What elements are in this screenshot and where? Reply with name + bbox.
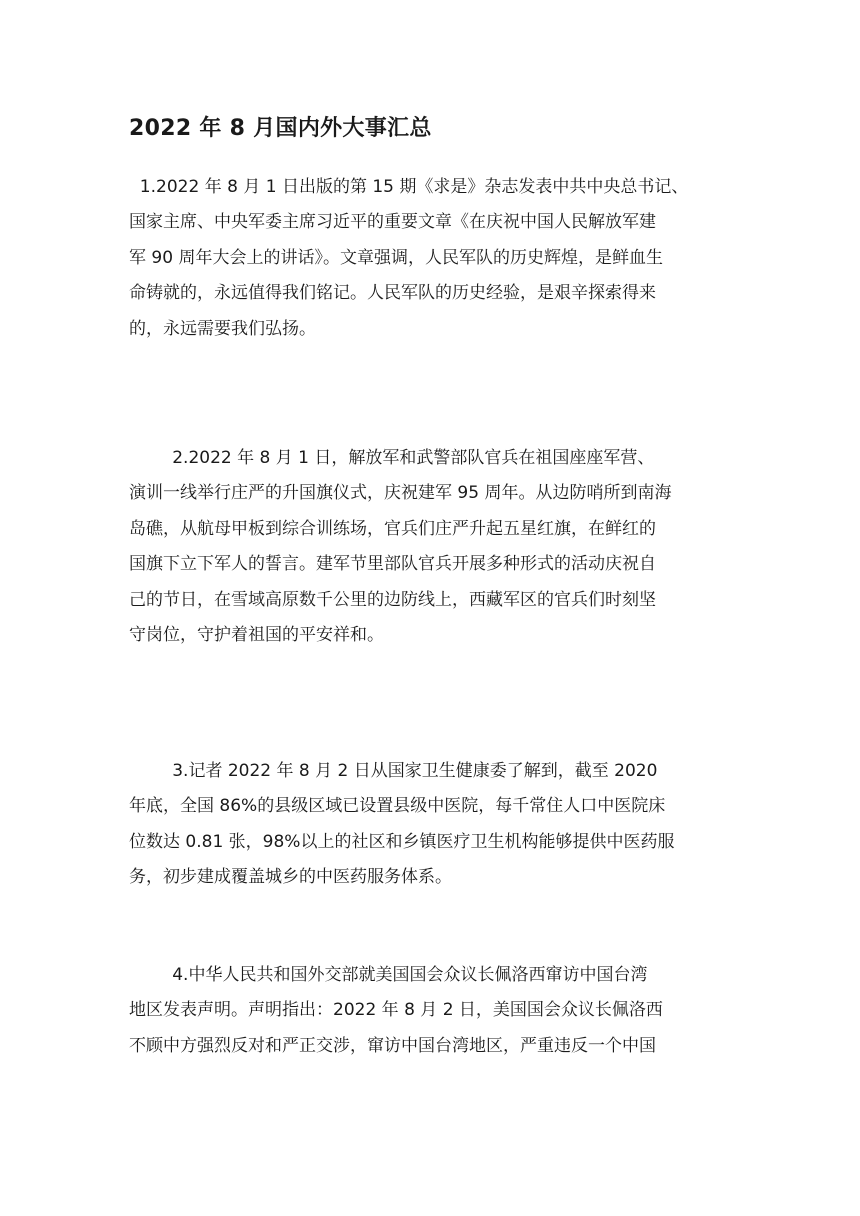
paragraph-line: 国旗下立下军人的誓言。建军节里部队官兵开展多种形式的活动庆祝自 (129, 554, 656, 575)
paragraph-line: 2.2022 年 8 月 1 日，解放军和武警部队官兵在祖国座座军营、 (129, 448, 655, 468)
paragraph-line: 地区发表声明。声明指出：2022 年 8 月 2 日，美国国会众议长佩洛西 (129, 1000, 663, 1021)
paragraph-line: 岛礁，从航母甲板到综合训练场，官兵们庄严升起五星红旗，在鲜红的 (129, 518, 656, 539)
paragraph-line: 不顾中方强烈反对和严正交涉，窜访中国台湾地区，严重违反一个中国 (129, 1035, 656, 1056)
paragraph-line: 位数达 0.81 张，98%以上的社区和乡镇医疗卫生机构能够提供中医药服 (129, 831, 675, 852)
paragraph-line: 国家主席、中央军委主席习近平的重要文章《在庆祝中国人民解放军建 (129, 212, 656, 233)
paragraph-3 (129, 754, 741, 896)
paragraph-line: 1.2022 年 8 月 1 日出版的第 15 期《求是》杂志发表中共中央总书记、 (129, 177, 689, 197)
paragraph-line: 务，初步建成覆盖城乡的中医药服务体系。 (129, 867, 452, 888)
document-title: 2022 年 8 月国内外大事汇总 (129, 116, 432, 141)
paragraph-line: 3.记者 2022 年 8 月 2 日从国家卫生健康委了解到，截至 2020 (129, 761, 658, 781)
paragraph-2 (129, 441, 741, 653)
paragraph-4 (129, 958, 741, 1064)
paragraph-1 (129, 170, 741, 347)
paragraph-line: 演训一线举行庄严的升国旗仪式，庆祝建军 95 周年。从边防哨所到南海 (129, 483, 672, 504)
paragraph-line: 4.中华人民共和国外交部就美国国会众议长佩洛西窜访中国台湾 (129, 965, 648, 985)
paragraph-line: 年底，全国 86%的县级区域已设置县级中医院，每千常住人口中医院床 (129, 796, 666, 817)
paragraph-line: 守岗位，守护着祖国的平安祥和。 (129, 625, 384, 646)
paragraph-line: 的，永远需要我们弘扬。 (129, 318, 316, 339)
paragraph-line: 命铸就的，永远值得我们铭记。人民军队的历史经验，是艰辛探索得来 (129, 283, 656, 304)
paragraph-line: 军 90 周年大会上的讲话》。文章强调，人民军队的历史辉煌，是鲜血生 (129, 247, 663, 268)
paragraph-line: 己的节日，在雪域高原数千公里的边防线上，西藏军区的官兵们时刻坚 (129, 589, 656, 610)
